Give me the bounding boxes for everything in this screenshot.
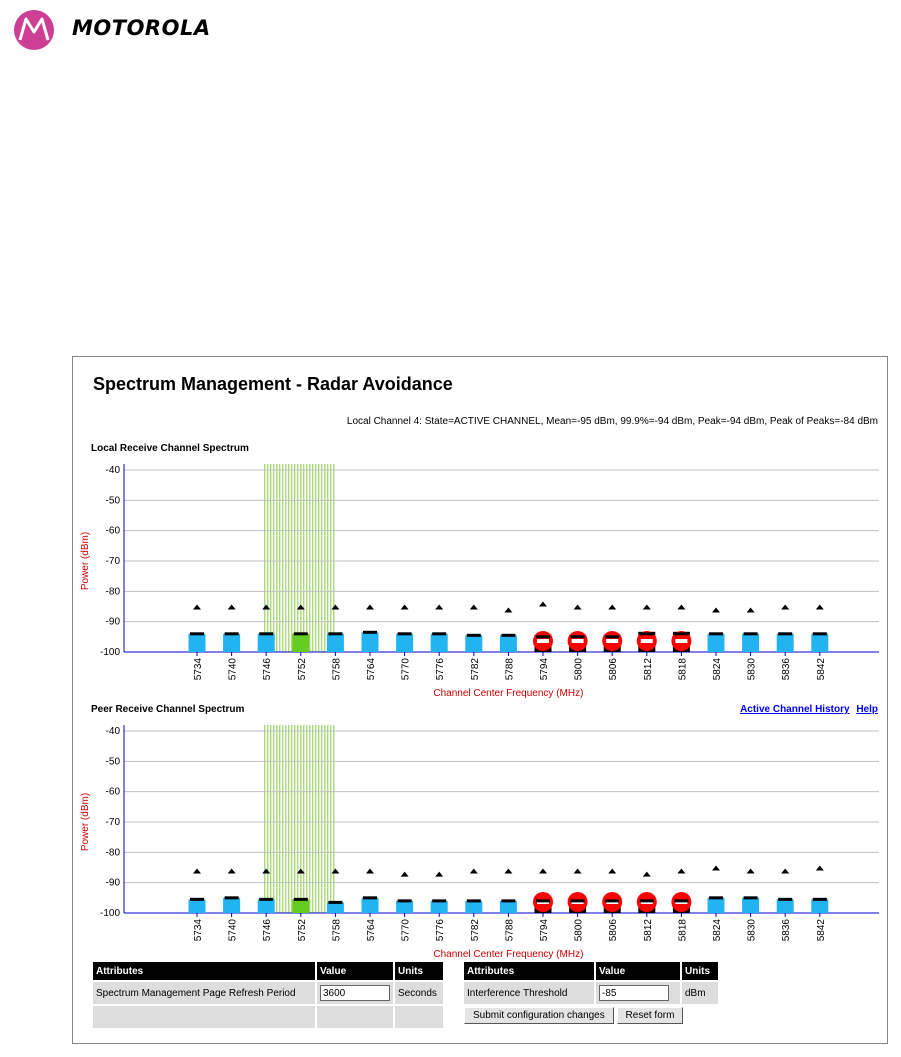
y-axis-label: Power (dBm) [80,792,91,852]
bar [431,901,448,913]
interference-threshold-cell [596,982,680,1004]
percentile-marker [605,899,619,902]
percentile-marker [640,899,654,902]
percentile-marker [674,632,688,635]
x-tick-label: 5806 [608,919,620,942]
y-tick-label: -40 [105,726,120,737]
value-header: Value [596,962,680,980]
help-link[interactable]: Help [856,704,878,715]
percentile-marker [363,896,377,899]
interference-threshold-table [462,960,720,1026]
x-tick-label: 5764 [366,919,377,942]
percentile-marker [778,898,792,901]
x-tick-label: 5800 [573,658,585,681]
bar [500,901,517,913]
peak-marker [643,872,651,877]
percentile-marker [709,632,723,635]
bar [362,632,379,652]
percentile-marker [674,899,688,902]
y-tick-label: -50 [105,756,120,768]
percentile-marker [778,632,792,635]
channel-status-line: Local Channel 4: State=ACTIVE CHANNEL, Mean=-95 dBm, 99.9%=-94 dBm, Peak=-94 dBm, Peak of Peaks=-84 dBm [346,416,878,427]
peak-marker [539,869,547,874]
y-axis-label: Power (dBm) [80,531,91,591]
barred-channel-icon-bar [675,639,687,643]
x-tick-label: 5740 [227,919,239,942]
x-tick-label: 5794 [539,919,550,942]
interference-threshold-units: dBm [682,982,718,1004]
x-tick-label: 5782 [469,919,481,942]
percentile-marker [536,635,550,638]
peak-marker [504,608,512,613]
page-links [736,704,878,715]
motorola-logo-icon [14,10,54,50]
y-tick-label: -70 [105,817,120,828]
peak-marker [747,608,755,613]
bar [189,899,206,913]
x-tick-label: 5788 [504,658,516,681]
x-tick-label: 5794 [539,658,550,681]
x-tick-label: 5734 [193,919,204,942]
peak-marker [228,869,236,874]
peak-marker [504,869,512,874]
x-tick-label: 5746 [262,919,274,942]
x-tick-label: 5758 [331,658,343,681]
x-tick-label: 5734 [193,658,204,681]
peer-spectrum-title: Peer Receive Channel Spectrum [91,704,245,715]
bar [777,899,794,913]
x-tick-label: 5818 [677,919,689,942]
x-tick-label: 5836 [781,658,793,681]
x-tick-label: 5752 [296,658,308,681]
empty-cell [395,1006,443,1028]
percentile-marker [432,899,446,902]
x-tick-label: 5806 [608,658,620,681]
x-tick-label: 5836 [781,919,793,942]
peak-marker [331,605,339,610]
y-tick-label: -100 [99,647,120,658]
x-tick-label: 5812 [642,919,654,942]
x-tick-label: 5842 [815,658,827,681]
y-tick-label: -90 [105,616,120,628]
peak-marker [228,605,236,610]
content-frame [72,356,888,1044]
x-tick-label: 5764 [366,658,377,681]
x-tick-label: 5770 [400,658,412,681]
x-tick-label: 5830 [746,658,758,681]
bar [189,634,206,652]
x-tick-label: 5812 [642,658,654,681]
x-tick-label: 5788 [504,919,516,942]
refresh-period-table [91,960,445,1030]
peak-marker [262,605,270,610]
peak-marker [193,605,201,610]
y-tick-label: -60 [105,525,120,537]
bar [396,901,413,913]
peer-spectrum-chart [73,715,889,965]
percentile-marker [294,898,308,901]
bar [465,635,482,652]
submit-configuration-button[interactable]: Submit configuration changes [464,1007,614,1024]
percentile-marker [328,901,342,904]
peak-marker [401,872,409,877]
x-tick-label: 5830 [746,919,758,942]
bar [292,899,309,913]
peak-marker [712,608,720,613]
peak-marker [331,869,339,874]
bar [811,634,828,652]
percentile-marker [467,899,481,902]
peak-marker [608,869,616,874]
bar [258,899,275,913]
local-spectrum-chart [73,454,889,704]
peak-marker [435,872,443,877]
refresh-period-input[interactable] [320,985,390,1001]
peak-marker [401,605,409,610]
bar [223,898,240,913]
y-tick-label: -40 [105,465,120,476]
reset-form-button[interactable]: Reset form [617,1007,684,1024]
bar [362,898,379,913]
x-tick-label: 5746 [262,658,274,681]
x-axis-label: Channel Center Frequency (MHz) [433,949,584,960]
percentile-marker [259,632,273,635]
peak-marker [262,869,270,874]
bar [327,634,344,652]
peak-marker [608,605,616,610]
peak-marker [574,605,582,610]
peak-marker [747,869,755,874]
x-tick-label: 5824 [712,658,723,681]
attributes-header: Attributes [93,962,315,980]
refresh-period-units: Seconds [395,982,443,1004]
x-tick-label: 5776 [435,919,447,942]
y-tick-label: -50 [105,495,120,507]
y-tick-label: -70 [105,556,120,567]
bar [396,634,413,652]
percentile-marker [536,899,550,902]
peak-marker [470,605,478,610]
peak-marker [366,605,374,610]
x-tick-label: 5776 [435,658,447,681]
interference-threshold-label: Interference Threshold [464,982,594,1004]
units-header: Units [682,962,718,980]
percentile-marker [432,632,446,635]
empty-cell [93,1006,315,1028]
percentile-marker [571,899,585,902]
barred-channel-icon-bar [537,639,549,643]
percentile-marker [328,632,342,635]
percentile-marker [813,898,827,901]
bar [431,634,448,652]
x-tick-label: 5782 [469,658,481,681]
peak-marker [643,605,651,610]
peak-marker [539,601,547,606]
peak-marker [470,869,478,874]
percentile-marker [640,632,654,635]
refresh-period-label: Spectrum Management Page Refresh Period [93,982,315,1004]
active-channel-band [265,464,334,652]
bar [223,634,240,652]
peak-marker [366,869,374,874]
percentile-marker [398,899,412,902]
percentile-marker [467,634,481,637]
x-tick-label: 5818 [677,658,689,681]
bar [777,634,794,652]
bar [465,901,482,913]
interference-threshold-input[interactable] [599,985,669,1001]
percentile-marker [501,899,515,902]
barred-channel-icon-bar [641,639,653,643]
empty-cell [317,1006,393,1028]
percentile-marker [605,635,619,638]
percentile-marker [363,631,377,634]
percentile-marker [225,896,239,899]
peak-marker [574,869,582,874]
x-axis-label: Channel Center Frequency (MHz) [433,688,584,699]
percentile-marker [190,632,204,635]
percentile-marker [294,632,308,635]
percentile-marker [190,898,204,901]
refresh-period-cell [317,982,393,1004]
active-channel-history-link[interactable]: Active Channel History [740,704,850,715]
bar [500,635,517,652]
percentile-marker [259,898,273,901]
units-header: Units [395,962,443,980]
form-buttons-cell [464,1006,718,1024]
y-tick-label: -90 [105,877,120,889]
bar [708,634,725,652]
percentile-marker [744,896,758,899]
percentile-marker [571,635,585,638]
peak-marker [781,869,789,874]
peak-marker [816,866,824,871]
x-tick-label: 5800 [573,919,585,942]
attributes-header: Attributes [464,962,594,980]
x-tick-label: 5758 [331,919,343,942]
y-tick-label: -80 [105,586,120,598]
x-tick-label: 5752 [296,919,308,942]
percentile-marker [501,634,515,637]
bar [742,898,759,913]
bar [292,634,309,652]
percentile-marker [398,632,412,635]
y-tick-label: -80 [105,847,120,859]
x-tick-label: 5842 [815,919,827,942]
x-tick-label: 5740 [227,658,239,681]
bar [811,899,828,913]
x-tick-label: 5824 [712,919,723,942]
peak-marker [677,869,685,874]
bar [327,902,344,913]
x-tick-label: 5770 [400,919,412,942]
bar [742,634,759,652]
y-tick-label: -60 [105,786,120,798]
peak-marker [781,605,789,610]
peak-marker [677,605,685,610]
brand-name: MOTOROLA [72,16,211,40]
percentile-marker [744,632,758,635]
active-channel-band [265,725,334,913]
barred-channel-icon-bar [572,639,584,643]
percentile-marker [709,896,723,899]
peak-marker [712,866,720,871]
peak-marker [816,605,824,610]
page-title: Spectrum Management - Radar Avoidance [93,374,453,394]
y-tick-label: -100 [99,908,120,919]
barred-channel-icon-bar [606,639,618,643]
bar [258,634,275,652]
peak-marker [193,869,201,874]
bar [708,898,725,913]
value-header: Value [317,962,393,980]
peak-marker [435,605,443,610]
percentile-marker [813,632,827,635]
local-spectrum-title: Local Receive Channel Spectrum [91,443,249,454]
percentile-marker [225,632,239,635]
